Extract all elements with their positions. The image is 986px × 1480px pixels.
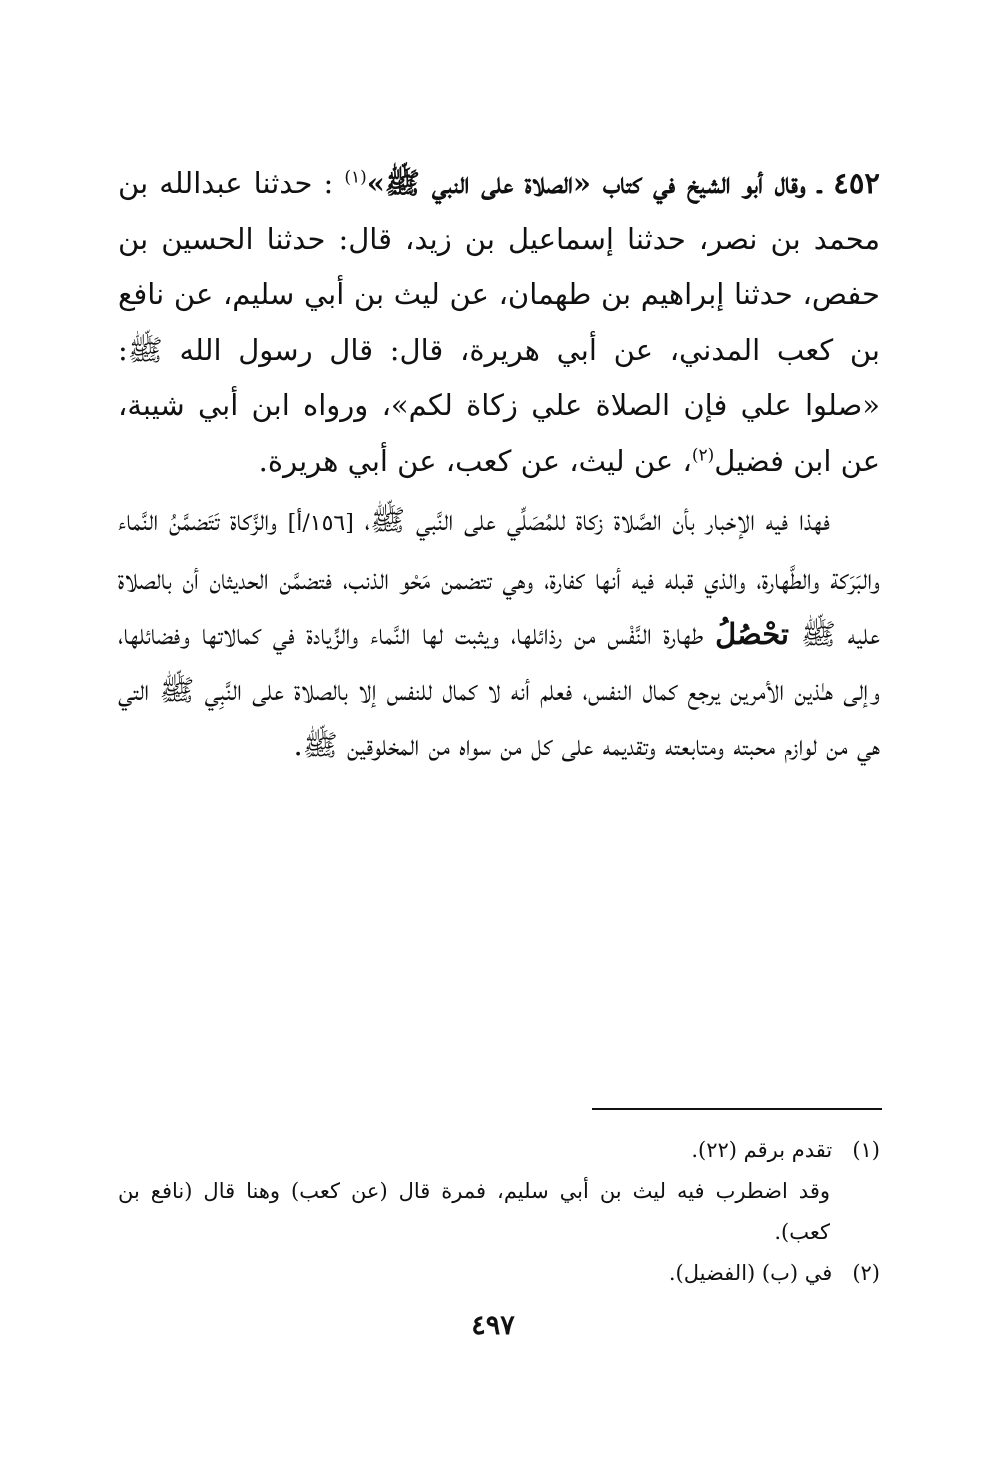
footnote-1 (118, 1130, 880, 1171)
footnote-text: في (ب) (الفضيل). (668, 1261, 833, 1285)
hadith-chain: حدثنا عبدالله بن محمد بن نصر، حدثنا إسماعيل بن زيد، قال: حدثنا الحسين بن حفص، حدثنا إبراهيم بن طهمان، عن ليث بن أبي سليم، عن نافع بن كعب المدني، عن أبي هريرة، قال: قال رسول الله ﷺ: «صلوا علي فإن الصلاة علي زكاة لكم»، ورواه ابن أبي شيبة، عن ابن فضيل (118, 166, 880, 478)
footnote-ref-2: (٢) (691, 444, 715, 465)
commentary-paragraph (118, 493, 880, 774)
hadith-opening: ـ وقال أبو الشيخ في كتاب «الصلاة على النبي ﷺ» (366, 166, 834, 200)
folio-mark: [١٥٦/أ] (287, 511, 354, 536)
footnote-divider (592, 1108, 882, 1110)
commentary-part-3: طهارة النَّفْس من رذائلها، ويثبت لها النَّماء والزِّيادة في كمالاتها وفضائلها، وإلى هـٰذين الأمرين يرجع كمال النفس، فعلم أنه لا كمال للنفس إلا بالصلاة على النَّبِي ﷺ التي هي من لوازم محبته ومتابعته وتقديمه على كل من سواه من المخلوقين ﷺ. (118, 617, 880, 762)
hadith-ending: ، عن ليث، عن كعب، عن أبي هريرة. (258, 443, 692, 478)
footnote-text: تقدم برقم (٢٢). (691, 1138, 833, 1162)
footnote-marker: (٢) (852, 1261, 880, 1285)
hadith-number: ٤٥٢ (833, 166, 880, 200)
footnote-1-continuation (118, 1171, 880, 1253)
main-text (118, 156, 880, 774)
commentary-bold-word: تحْصُلُ (715, 617, 789, 651)
footnote-2 (118, 1253, 880, 1294)
page-number: ٤٩٧ (471, 1310, 515, 1341)
hadith-colon: : (323, 166, 345, 200)
footnote-text: وقد اضطرب فيه ليث بن أبي سليم، فمرة قال (عن كعب) وهنا قال (نافع بن كعب). (118, 1179, 830, 1244)
footnote-marker: (١) (852, 1138, 880, 1162)
hadith-paragraph (118, 156, 880, 489)
commentary-part-2: والزَّكاة تَتَضمَّنُ النَّماء والبَرَكة والطَّهارة، والذي قبله فيه أنها كفارة، وهي تتضمن مَحْو الذنب، فتضمَّن الحديثان أن بالصلاة عليه ﷺ (118, 503, 880, 651)
commentary-part-1: فهذا فيه الإخبار بأن الصَّلاة زكاة للمُصَلِّي على النَّبي ﷺ، (353, 503, 830, 537)
footnote-ref-1: (١) (344, 167, 367, 188)
footnotes (118, 1130, 880, 1294)
